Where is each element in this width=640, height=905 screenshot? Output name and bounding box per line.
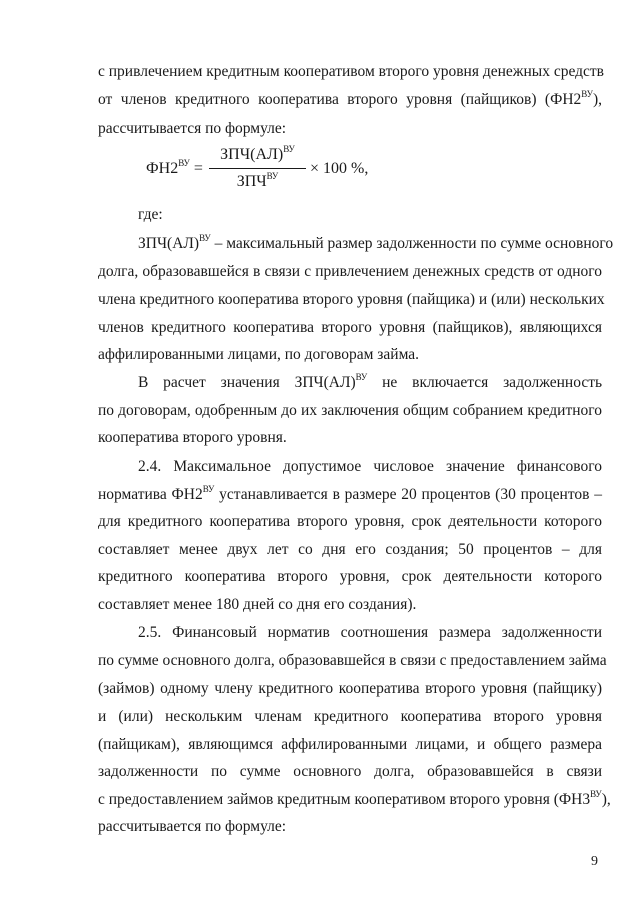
text: от членов кредитного кооператива второго уровня (пайщиков) (ФН2 bbox=[98, 91, 582, 108]
formula-fn2 bbox=[146, 146, 446, 196]
text-line: с привлечением кредитным кооперативом второго уровня денежных средств bbox=[98, 63, 604, 80]
text-line: составляет менее двух лет со дня его создания; 50 процентов – для bbox=[98, 541, 602, 558]
text: ), bbox=[592, 91, 602, 108]
formula-numerator: ЗПЧ(АЛ)$^{ВУ}$ bbox=[220, 144, 295, 163]
text-line: аффилированными лицами, по договорам займа. bbox=[98, 346, 420, 363]
text-line: ЗПЧ(АЛ)$^{ВУ}$ – максимальный размер задолженности по сумме основного bbox=[138, 233, 614, 252]
text-line: норматива $ФН2^{ВУ}$ устанавливается в размере 20 процентов (30 процентов – bbox=[98, 484, 602, 503]
formula-denominator: $ЗПЧ^{ВУ}$ bbox=[236, 171, 279, 190]
page-number: 9 bbox=[591, 854, 598, 869]
text-line: долга, образовавшейся в связи с привлечением денежных средств от одного bbox=[98, 263, 602, 280]
superscript: ВУ bbox=[199, 233, 211, 243]
formula-lhs: $ФН2^{ВУ}$ = bbox=[146, 158, 203, 177]
text-line: составляет менее 180 дней со дня его создания). bbox=[98, 596, 417, 613]
superscript: ВУ bbox=[202, 484, 215, 494]
text-line: кооператива второго уровня. bbox=[98, 429, 287, 446]
text-line: рассчитывается по формуле: bbox=[98, 120, 287, 137]
text-line: члена кредитного кооператива второго уровня (пайщика) и (или) нескольких bbox=[98, 291, 605, 308]
text-line: кредитного кооператива второго уровня, срок деятельности которого bbox=[98, 568, 602, 585]
text-line: для кредитного кооператива второго уровня, срок деятельности которого bbox=[98, 513, 602, 530]
text-line: членов кредитного кооператива второго уровня (пайщиков), являющихся bbox=[98, 319, 602, 336]
text-line: В расчет значения ЗПЧ(АЛ)$^{ВУ}$ не включается задолженность bbox=[138, 372, 603, 391]
text-line: (пайщикам), являющимся аффилированными лицами, и общего размера bbox=[98, 736, 602, 753]
text-line: по договорам, одобренным до их заключения общим собранием кредитного bbox=[98, 402, 602, 419]
formula-rhs: × 100 %, bbox=[310, 160, 369, 177]
text-line bbox=[98, 90, 602, 110]
text-line: и (или) нескольким членам кредитного кооператива второго уровня bbox=[98, 708, 602, 725]
text-line: рассчитывается по формуле: bbox=[98, 818, 287, 835]
text-line: (займов) одному члену кредитного кооператива второго уровня (пайщику) bbox=[98, 680, 602, 697]
superscript: ВУ bbox=[581, 89, 593, 99]
text-line: 2.4. Максимальное допустимое числовое значение финансового bbox=[138, 458, 602, 475]
text-line: с предоставлением займов кредитным кооперативом второго уровня $(ФН3^{ВУ})$, bbox=[98, 789, 611, 808]
superscript: ВУ bbox=[355, 372, 368, 382]
text-line: 2.5. Финансовый норматив соотношения размера задолженности bbox=[138, 624, 602, 641]
text-line: по сумме основного долга, образовавшейся в связи с предоставлением займа bbox=[98, 652, 607, 669]
fraction-bar bbox=[209, 168, 306, 169]
text-line: где: bbox=[138, 206, 163, 223]
superscript: ВУ bbox=[590, 789, 602, 799]
text-line: задолженности по сумме основного долга, образовавшейся в связи bbox=[98, 763, 602, 780]
